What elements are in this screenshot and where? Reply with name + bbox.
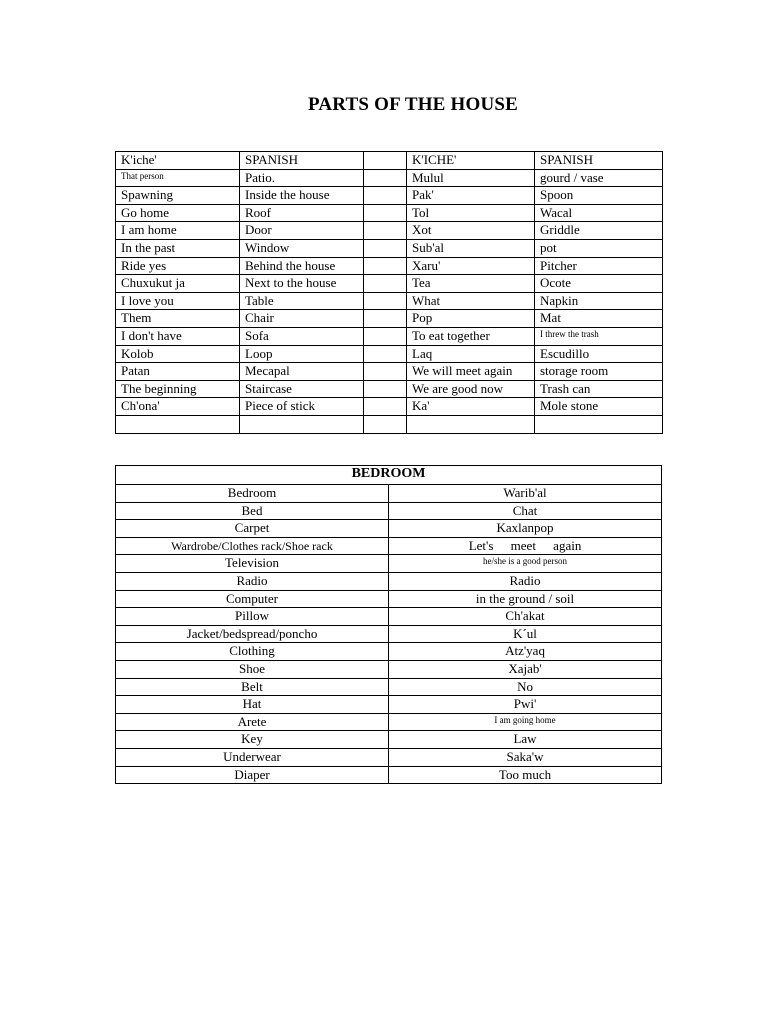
vocab-cell: Behind the house <box>240 257 364 275</box>
bedroom-translation-cell: Too much <box>389 766 662 784</box>
vocab-row <box>116 345 663 363</box>
vocab-cell: To eat together <box>407 327 535 345</box>
bedroom-table <box>115 465 662 784</box>
bedroom-english-cell: Wardrobe/Clothes rack/Shoe rack <box>116 537 389 555</box>
bedroom-row <box>116 537 662 555</box>
vocab-cell <box>364 380 407 398</box>
vocab-cell: pot <box>535 239 663 257</box>
vocab-cell: Laq <box>407 345 535 363</box>
vocab-cell: Ocote <box>535 275 663 293</box>
vocab-cell: I love you <box>116 292 240 310</box>
vocab-cell: Wacal <box>535 204 663 222</box>
bedroom-translation-cell: K´ul <box>389 625 662 643</box>
vocab-cell: I don't have <box>116 327 240 345</box>
bedroom-row <box>116 766 662 784</box>
vocab-cell: Mat <box>535 310 663 328</box>
bedroom-english-cell: Bedroom <box>116 485 389 503</box>
vocab-cell: Ride yes <box>116 257 240 275</box>
bedroom-english-cell: Computer <box>116 590 389 608</box>
vocab-cell <box>364 310 407 328</box>
vocab-cell: Napkin <box>535 292 663 310</box>
bedroom-row <box>116 572 662 590</box>
bedroom-translation-cell: Let's meet again <box>389 537 662 555</box>
vocab-row <box>116 275 663 293</box>
bedroom-english-cell: Clothing <box>116 643 389 661</box>
vocab-cell: Next to the house <box>240 275 364 293</box>
vocab-cell: Go home <box>116 204 240 222</box>
bedroom-translation-cell: Law <box>389 731 662 749</box>
vocab-cell <box>364 222 407 240</box>
vocab-cell: Ch'ona' <box>116 398 240 416</box>
vocab-cell: Mulul <box>407 169 535 187</box>
vocab-cell: Pitcher <box>535 257 663 275</box>
bedroom-english-cell: Bed <box>116 502 389 520</box>
vocab-cell: Tol <box>407 204 535 222</box>
vocab-cell: Sofa <box>240 327 364 345</box>
vocab-cell <box>116 415 240 433</box>
vocab-cell: We are good now <box>407 380 535 398</box>
vocab-cell: We will meet again <box>407 363 535 381</box>
vocab-cell <box>364 415 407 433</box>
vocab-cell: I threw the trash <box>535 327 663 345</box>
vocab-cell: Window <box>240 239 364 257</box>
page-title: PARTS OF THE HOUSE <box>307 94 519 115</box>
vocab-row <box>116 222 663 240</box>
vocab-row <box>116 363 663 381</box>
vocab-cell: Them <box>116 310 240 328</box>
vocab-cell <box>364 363 407 381</box>
bedroom-row <box>116 696 662 714</box>
vocab-cell: Piece of stick <box>240 398 364 416</box>
vocab-cell: Spawning <box>116 187 240 205</box>
vocab-cell <box>364 169 407 187</box>
vocab-row <box>116 169 663 187</box>
bedroom-translation-cell: in the ground / soil <box>389 590 662 608</box>
vocab-cell: Xot <box>407 222 535 240</box>
vocab-cell: Tea <box>407 275 535 293</box>
vocab-cell: Door <box>240 222 364 240</box>
vocab-cell: Loop <box>240 345 364 363</box>
vocab-cell: Patan <box>116 363 240 381</box>
vocab-cell: Patio. <box>240 169 364 187</box>
vocab-cell: Roof <box>240 204 364 222</box>
bedroom-english-cell: Pillow <box>116 608 389 626</box>
bedroom-translation-cell: Radio <box>389 572 662 590</box>
vocab-cell: The beginning <box>116 380 240 398</box>
bedroom-header: BEDROOM <box>116 466 662 485</box>
bedroom-translation-cell: No <box>389 678 662 696</box>
bedroom-row <box>116 555 662 573</box>
bedroom-english-cell: Television <box>116 555 389 573</box>
vocab-header-row <box>116 152 663 170</box>
vocab-row <box>116 398 663 416</box>
bedroom-row <box>116 502 662 520</box>
bedroom-translation-cell: Xajab' <box>389 660 662 678</box>
vocab-cell <box>535 415 663 433</box>
vocab-cell: Spoon <box>535 187 663 205</box>
bedroom-row <box>116 678 662 696</box>
vocab-cell: In the past <box>116 239 240 257</box>
vocab-header-cell: SPANISH <box>240 152 364 170</box>
bedroom-row <box>116 713 662 731</box>
bedroom-row <box>116 590 662 608</box>
vocab-cell: Mole stone <box>535 398 663 416</box>
vocab-cell <box>364 239 407 257</box>
vocab-cell: Escudillo <box>535 345 663 363</box>
bedroom-translation-cell: Ch'akat <box>389 608 662 626</box>
vocab-cell: storage room <box>535 363 663 381</box>
vocab-cell <box>364 257 407 275</box>
bedroom-translation-cell: Kaxlanpop <box>389 520 662 538</box>
bedroom-english-cell: Shoe <box>116 660 389 678</box>
vocabulary-table <box>115 151 663 434</box>
vocab-cell <box>364 398 407 416</box>
vocab-row <box>116 257 663 275</box>
bedroom-translation-cell: Saka'w <box>389 748 662 766</box>
bedroom-english-cell: Radio <box>116 572 389 590</box>
vocab-cell <box>364 292 407 310</box>
vocab-cell <box>407 415 535 433</box>
bedroom-english-cell: Arete <box>116 713 389 731</box>
vocab-cell: gourd / vase <box>535 169 663 187</box>
bedroom-english-cell: Hat <box>116 696 389 714</box>
vocab-cell: Table <box>240 292 364 310</box>
vocab-row <box>116 204 663 222</box>
bedroom-english-cell: Diaper <box>116 766 389 784</box>
vocab-cell: Sub'al <box>407 239 535 257</box>
bedroom-row <box>116 520 662 538</box>
vocab-cell <box>364 187 407 205</box>
bedroom-translation-cell: Chat <box>389 502 662 520</box>
vocab-cell: Staircase <box>240 380 364 398</box>
bedroom-english-cell: Carpet <box>116 520 389 538</box>
vocab-cell: Inside the house <box>240 187 364 205</box>
vocab-cell: Trash can <box>535 380 663 398</box>
bedroom-header-row <box>116 466 662 485</box>
bedroom-english-cell: Jacket/bedspread/poncho <box>116 625 389 643</box>
vocab-cell <box>364 327 407 345</box>
vocab-cell: That person <box>116 169 240 187</box>
vocab-cell: Griddle <box>535 222 663 240</box>
vocab-cell: Kolob <box>116 345 240 363</box>
bedroom-translation-cell: I am going home <box>389 713 662 731</box>
vocab-header-cell: SPANISH <box>535 152 663 170</box>
bedroom-translation-cell: Pwi' <box>389 696 662 714</box>
bedroom-translation-cell: he/she is a good person <box>389 555 662 573</box>
vocab-cell: Ka' <box>407 398 535 416</box>
vocab-row <box>116 292 663 310</box>
vocab-row <box>116 187 663 205</box>
vocab-cell <box>240 415 364 433</box>
vocab-row <box>116 327 663 345</box>
vocab-cell: What <box>407 292 535 310</box>
vocab-header-cell <box>364 152 407 170</box>
vocab-header-cell: K'ICHE' <box>407 152 535 170</box>
bedroom-row <box>116 608 662 626</box>
vocab-row <box>116 380 663 398</box>
bedroom-translation-cell: Atz'yaq <box>389 643 662 661</box>
vocab-header-cell: K'iche' <box>116 152 240 170</box>
bedroom-row <box>116 731 662 749</box>
vocab-cell <box>364 204 407 222</box>
bedroom-row <box>116 660 662 678</box>
bedroom-english-cell: Key <box>116 731 389 749</box>
vocab-cell: Pop <box>407 310 535 328</box>
bedroom-row <box>116 625 662 643</box>
bedroom-row <box>116 643 662 661</box>
vocab-cell <box>364 345 407 363</box>
vocab-cell: Chuxukut ja <box>116 275 240 293</box>
vocab-cell: Chair <box>240 310 364 328</box>
vocab-cell <box>364 275 407 293</box>
vocab-cell: Pak' <box>407 187 535 205</box>
vocab-row <box>116 310 663 328</box>
vocab-cell: Mecapal <box>240 363 364 381</box>
bedroom-translation-cell: Warib'al <box>389 485 662 503</box>
vocab-cell: I am home <box>116 222 240 240</box>
vocab-row <box>116 415 663 433</box>
vocab-cell: Xaru' <box>407 257 535 275</box>
bedroom-english-cell: Belt <box>116 678 389 696</box>
bedroom-row <box>116 748 662 766</box>
bedroom-english-cell: Underwear <box>116 748 389 766</box>
bedroom-row <box>116 485 662 503</box>
vocab-row <box>116 239 663 257</box>
